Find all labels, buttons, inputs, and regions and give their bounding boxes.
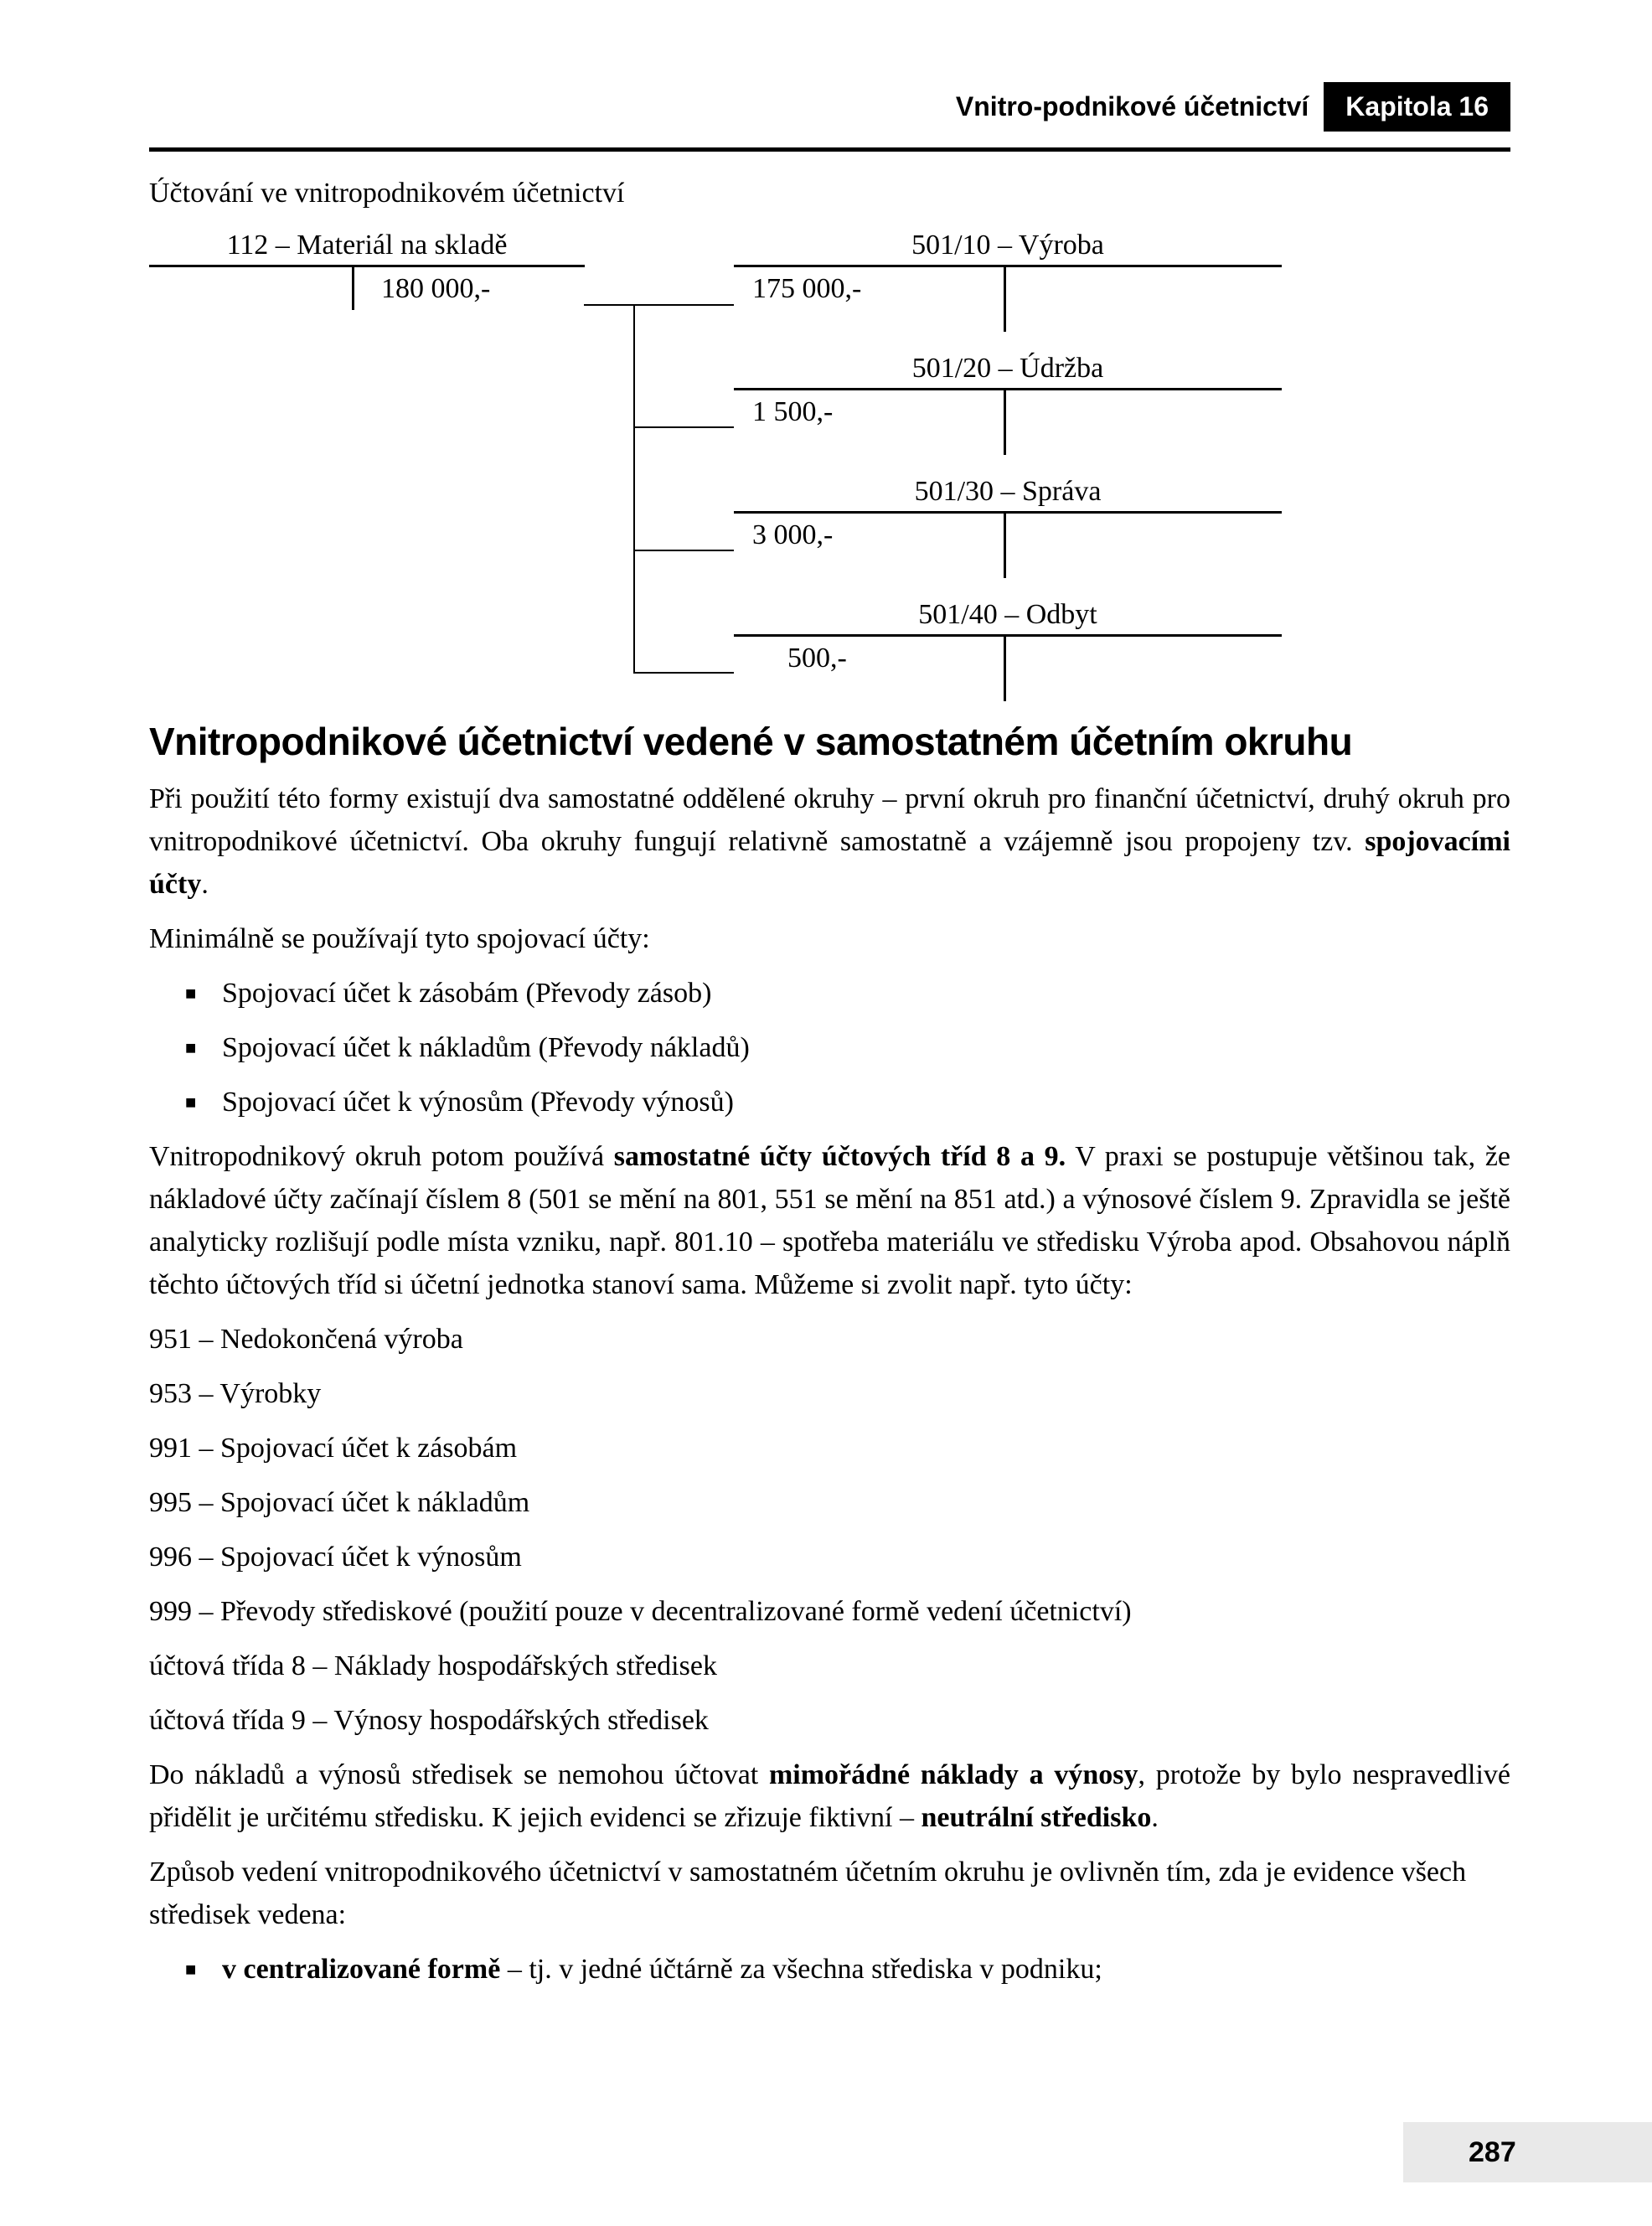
account-title-501-30: 501/30 – Správa <box>914 476 1102 507</box>
t-account-divider <box>1004 265 1006 332</box>
chapter-badge: Kapitola 16 <box>1324 82 1510 132</box>
paragraph: Vnitropodnikový okruh potom používá samostatné účty účtových tříd 8 a 9. V praxi se postupuje většinou tak, že nákladové účty začínají číslem 8 (501 se mění na 801, 551 se mění na 851 atd.) a výnosové číslem 9. Zpravidla se ještě analyticky rozlišují podle místa vzniku, např. 801.10 – spotřeba materiálu ve středisku Výroba apod. Obsahovou náplň těchto účtových tříd si účetní jednotka stanoví sama. Můžeme si zvolit např. tyto účty: <box>149 1141 1511 1300</box>
t-account-top-line <box>734 511 1282 514</box>
connector-branch-line <box>633 550 734 551</box>
account-list-item: 999 – Převody střediskové (použití pouze v decentralizované formě vedení účetnictví) <box>149 1596 1132 1627</box>
t-account-top-line <box>734 388 1282 390</box>
account-debit-value: 175 000,- <box>752 273 862 304</box>
account-list-item: 951 – Nedokončená výroba <box>149 1324 463 1355</box>
running-title: Vnitro-podnikové účetnictví <box>955 91 1309 121</box>
bullet-square-icon: ■ <box>185 1959 197 1980</box>
paragraph: Do nákladů a výnosů středisek se nemohou účtovat mimořádné náklady a výnosy, protože by bylo nespravedlivé přidělit je určitému středisku. K jejich evidenci se zřizuje fiktivní – neutrální středisko. <box>149 1759 1511 1833</box>
page-header <box>149 82 1510 132</box>
bullet-text: Spojovací účet k nákladům (Převody nákladů) <box>222 1032 750 1063</box>
t-account-divider <box>1004 511 1006 578</box>
account-title-501-40: 501/40 – Odbyt <box>918 599 1097 630</box>
t-account-divider <box>352 265 354 310</box>
bullet-item <box>149 1948 1510 1991</box>
bullet-item <box>149 1026 1510 1069</box>
bullet-item <box>149 1081 1510 1123</box>
bullet-square-icon: ■ <box>185 1037 197 1058</box>
bullet-text: Spojovací účet k výnosům (Převody výnosů) <box>222 1087 734 1118</box>
account-list-item: 953 – Výrobky <box>149 1378 322 1409</box>
account-debit-value: 500,- <box>787 643 847 674</box>
account-list-item: 996 – Spojovací účet k výnosům <box>149 1542 522 1573</box>
t-account-top-line <box>734 265 1282 267</box>
page-number-box <box>1403 2122 1652 2182</box>
paragraph: Minimálně se používají tyto spojovací účty: <box>149 923 650 954</box>
account-list-item: účtová třída 9 – Výnosy hospodářských středisek <box>149 1705 709 1736</box>
account-title-112: 112 – Materiál na skladě <box>226 230 508 261</box>
page-number: 287 <box>1469 2136 1516 2168</box>
account-list-item: 995 – Spojovací účet k nákladům <box>149 1487 530 1518</box>
account-list-item: 991 – Spojovací účet k zásobám <box>149 1433 518 1464</box>
bullet-item <box>149 972 1510 1015</box>
bullet-square-icon: ■ <box>185 1092 197 1113</box>
connector-branch-line <box>633 672 734 674</box>
t-account-top-line <box>734 634 1282 637</box>
connector-trunk-line <box>633 304 635 674</box>
t-account-top-line <box>149 265 585 267</box>
paragraph: Způsob vedení vnitropodnikového účetnictví v samostatném účetním okruhu je ovlivněn tím, zda je evidence všech středisek vedena: <box>149 1857 1467 1930</box>
account-title-501-10: 501/10 – Výroba <box>911 230 1104 261</box>
section-heading: Vnitropodnikové účetnictví vedené v samostatném účetním okruhu <box>149 720 1353 763</box>
connector-branch-line <box>633 426 734 428</box>
t-account-diagram <box>0 226 1652 712</box>
account-list-item: účtová třída 8 – Náklady hospodářských středisek <box>149 1650 717 1681</box>
bullet-text: Spojovací účet k zásobám (Převody zásob) <box>222 978 712 1009</box>
account-debit-value: 1 500,- <box>752 396 834 427</box>
account-title-501-20: 501/20 – Údržba <box>911 353 1104 384</box>
bullet-square-icon: ■ <box>185 983 197 1004</box>
account-debit-value: 3 000,- <box>752 519 834 550</box>
bullet-text: v centralizované formě – tj. v jedné účtárně za všechna střediska v podniku; <box>222 1954 1102 1985</box>
page-body <box>149 719 1510 2002</box>
header-rule <box>149 147 1510 152</box>
connector-branch-line <box>584 304 734 306</box>
paragraph: Při použití této formy existují dva samostatné oddělené okruhy – první okruh pro finanční účetnictví, druhý okruh pro vnitropodnikové účetnictví. Oba okruhy fungují relativně samostatně a vzájemně jsou propojeny tzv. spojovacími účty. <box>149 783 1510 900</box>
t-account-divider <box>1004 634 1006 701</box>
diagram-caption: Účtování ve vnitropodnikovém účetnictví <box>149 178 625 209</box>
account-credit-value: 180 000,- <box>381 273 491 304</box>
t-account-divider <box>1004 388 1006 455</box>
